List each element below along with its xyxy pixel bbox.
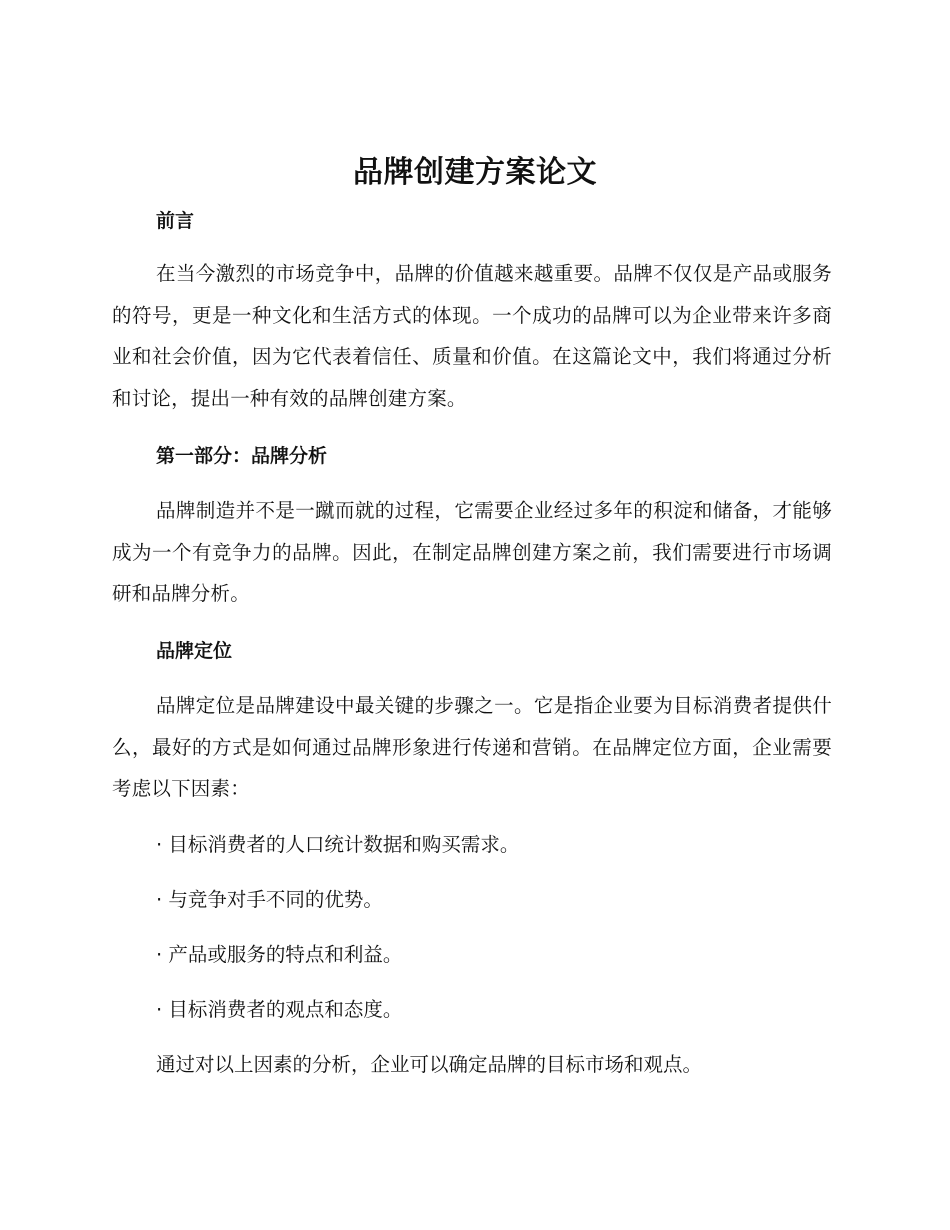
list-item: · 目标消费者的观点和态度。 (156, 998, 403, 1021)
paragraph-brand-positioning: 品牌定位是品牌建设中最关键的步骤之一。它是指企业要为目标消费者提供什么，最好的方式是如何通过品牌形象进行传递和营销。在品牌定位方面，企业需要考虑以下因素： (112, 694, 832, 800)
paragraph-preface: 在当今激烈的市场竞争中，品牌的价值越来越重要。品牌不仅仅是产品或服务的符号，更是一种文化和生活方式的体现。一个成功的品牌可以为企业带来许多商业和社会价值，因为它代表着信任、质量和价值。在这篇论文中，我们将通过分析和讨论，提出一种有效的品牌创建方案。 (112, 262, 832, 410)
paragraph-positioning-conclusion: 通过对以上因素的分析，企业可以确定品牌的目标市场和观点。 (156, 1053, 703, 1076)
section-heading-preface: 前言 (156, 210, 195, 232)
paragraph-brand-analysis: 品牌制造并不是一蹴而就的过程，它需要企业经过多年的积淀和储备，才能够成为一个有竞争力的品牌。因此，在制定品牌创建方案之前，我们需要进行市场调研和品牌分析。 (112, 499, 832, 605)
section-heading-brand-analysis: 第一部分：品牌分析 (156, 445, 328, 467)
page-title: 品牌创建方案论文 (353, 155, 597, 190)
list-item: · 目标消费者的人口统计数据和购买需求。 (156, 833, 520, 856)
section-heading-brand-positioning: 品牌定位 (156, 640, 233, 662)
list-item: · 产品或服务的特点和利益。 (156, 943, 403, 966)
list-item: · 与竞争对手不同的优势。 (156, 888, 383, 911)
